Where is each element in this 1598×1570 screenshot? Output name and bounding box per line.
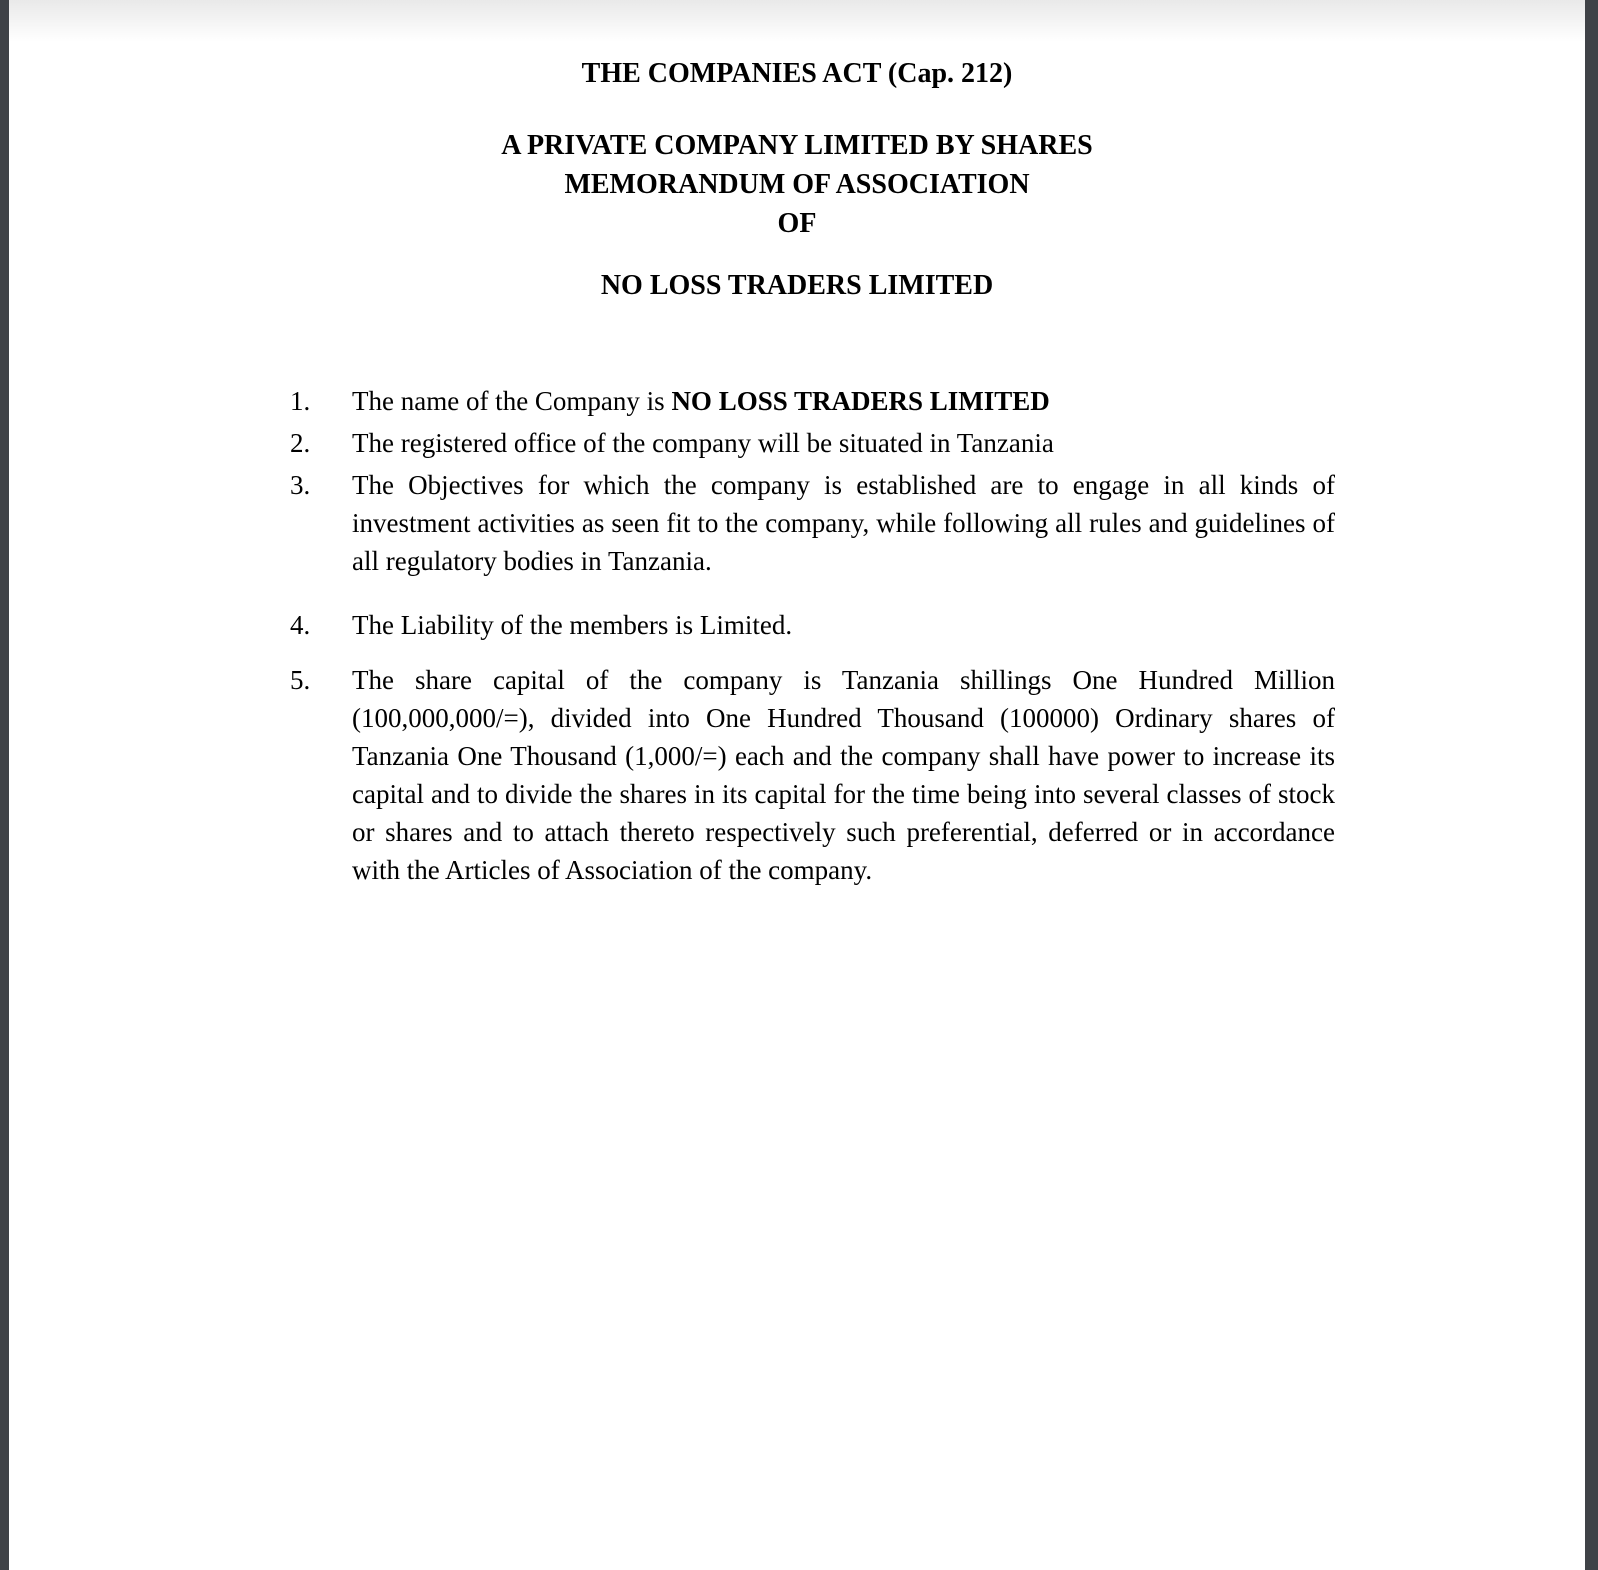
clause-5-number: 5. — [290, 665, 311, 695]
clause-5 — [290, 661, 1585, 889]
clause-1-company-name-bold: NO LOSS TRADERS LIMITED — [671, 386, 1050, 416]
clause-3-number: 3. — [290, 470, 311, 500]
document-header — [9, 0, 1585, 305]
clause-list — [9, 382, 1585, 889]
clause-1-text-plain: The name of the Company is — [352, 386, 672, 416]
clause-2-number: 2. — [290, 428, 311, 458]
clause-1 — [290, 382, 1585, 420]
memorandum-line: MEMORANDUM OF ASSOCIATION — [564, 169, 1030, 200]
clause-1-text — [352, 382, 1335, 420]
clause-3 — [290, 466, 1585, 580]
subtitle-block — [9, 126, 1585, 243]
clause-2 — [290, 424, 1585, 462]
clause-2-text: The registered office of the company will be situated in Tanzania — [352, 428, 1054, 458]
clause-5-text: The share capital of the company is Tanzania shillings One Hundred Million (100,000,000/=), divided into One Hundred Thousand (100000) Ordinary shares of Tanzania One Thousand (1,000/=) each and the company shall have power to increase its capital and to divide the shares in its capital for the time being into several classes of stock or shares and to attach thereto respectively such preferential, deferred or in accordance with the Articles of Association of the company. — [352, 665, 1335, 885]
clause-1-number: 1. — [290, 386, 311, 416]
clause-3-text: The Objectives for which the company is established are to engage in all kinds of investment activities as seen fit to the company, while following all rules and guidelines of all regulatory bodies in Tanzania. — [352, 470, 1335, 576]
company-type-line: A PRIVATE COMPANY LIMITED BY SHARES — [501, 130, 1093, 161]
clause-4-text: The Liability of the members is Limited. — [352, 610, 793, 640]
act-title: THE COMPANIES ACT (Cap. 212) — [581, 58, 1013, 89]
of-line: OF — [777, 208, 817, 239]
company-name-title: NO LOSS TRADERS LIMITED — [600, 270, 994, 301]
clause-4-number: 4. — [290, 610, 311, 640]
document-page — [9, 0, 1585, 1570]
clause-4 — [290, 606, 1585, 644]
